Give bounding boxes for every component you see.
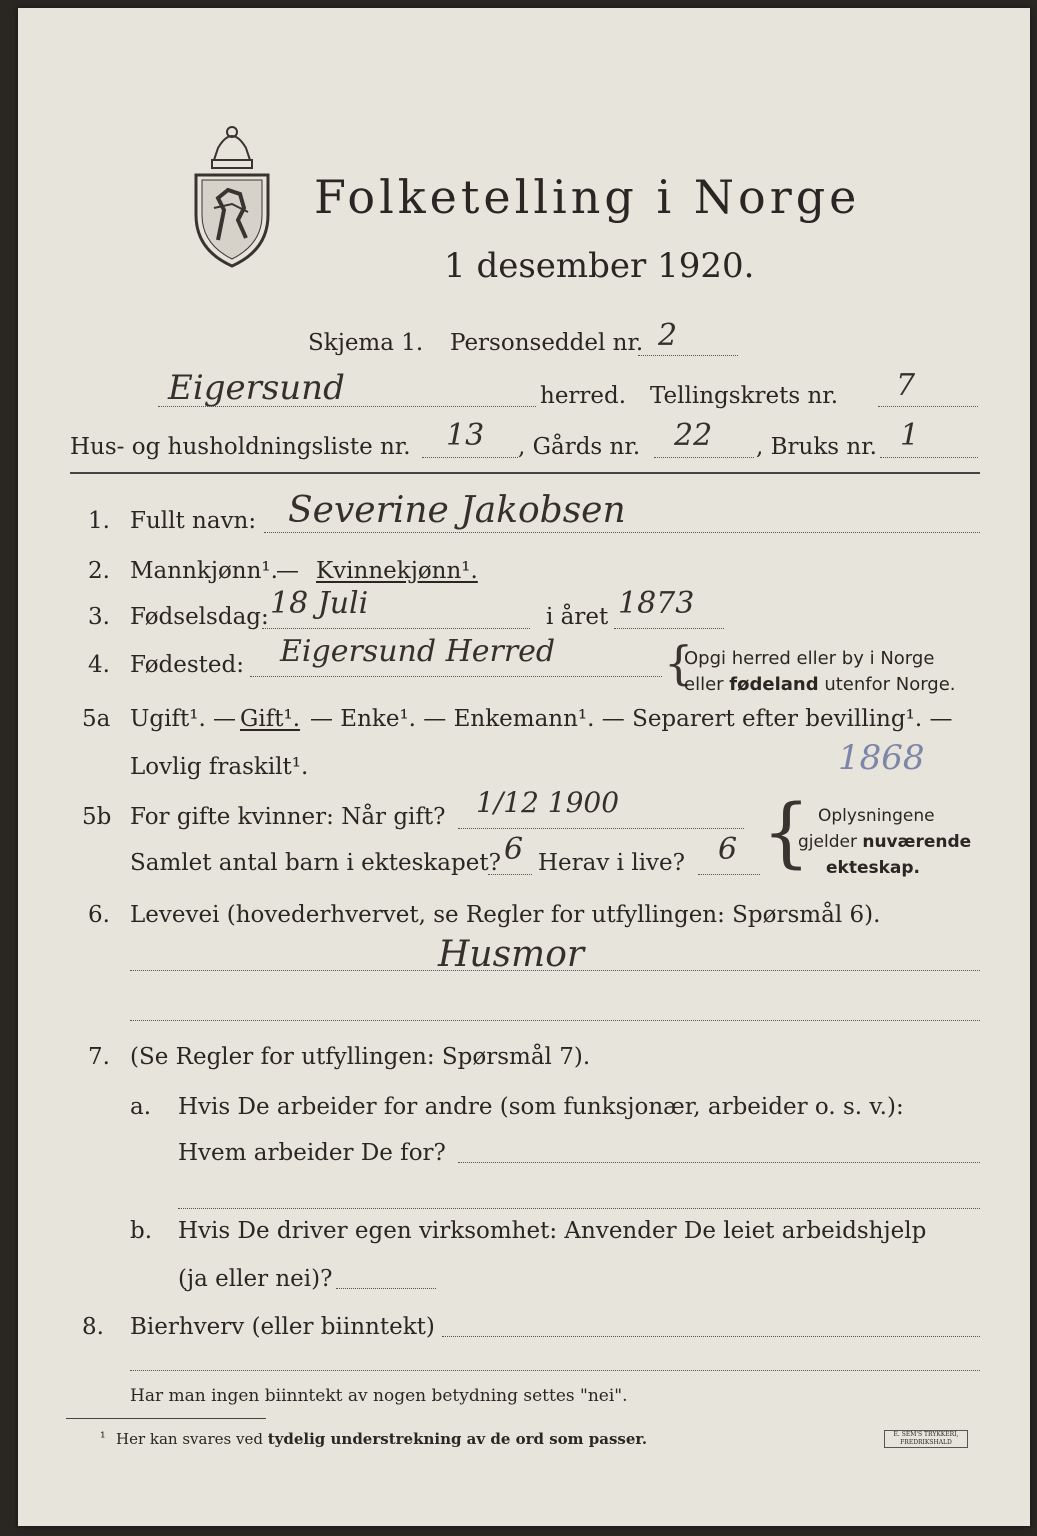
birthdate-value[interactable]: 18 Juli bbox=[270, 586, 369, 621]
q5b-note-2a: gjelder bbox=[798, 832, 863, 852]
birthyear-value[interactable]: 1873 bbox=[618, 586, 695, 621]
footnote-mark: ¹ bbox=[100, 1430, 106, 1446]
q5b-note-2b: nuværende bbox=[862, 832, 972, 852]
footnote-text bbox=[116, 1430, 647, 1448]
tellingskrets-label: Tellingskrets nr. bbox=[650, 383, 839, 409]
q4-label: Fødested: bbox=[130, 652, 245, 678]
side-income-field[interactable] bbox=[442, 1336, 980, 1337]
female-option-text: Kvinnekjønn¹. bbox=[316, 558, 478, 584]
footnote-text-a: Her kan svares ved bbox=[116, 1430, 268, 1448]
married-option[interactable] bbox=[240, 706, 300, 732]
birthplace-value[interactable]: Eigersund Herred bbox=[280, 634, 556, 669]
form-title: Folketelling i Norge bbox=[314, 170, 861, 224]
female-option[interactable] bbox=[316, 558, 478, 584]
q4-number: 4. bbox=[88, 652, 110, 678]
alive-value[interactable]: 6 bbox=[718, 832, 738, 867]
alive-label: Herav i live? bbox=[538, 850, 685, 876]
q6-number: 6. bbox=[88, 902, 110, 928]
q4-note-2b: fødeland bbox=[729, 674, 819, 695]
q3-number: 3. bbox=[88, 604, 110, 630]
bruks-value[interactable]: 1 bbox=[900, 418, 920, 453]
bruks-label: , Bruks nr. bbox=[756, 434, 877, 460]
q4-brace: { bbox=[664, 636, 694, 690]
margin-note: 1868 bbox=[838, 738, 925, 778]
q7-label: (Se Regler for utfyllingen: Spørsmål 7). bbox=[130, 1044, 591, 1070]
q8-number: 8. bbox=[82, 1314, 104, 1340]
q1-label: Fullt navn: bbox=[130, 508, 257, 534]
census-date: 1 desember 1920. bbox=[444, 246, 755, 286]
personseddel-label: Personseddel nr. bbox=[450, 330, 644, 356]
full-name-value[interactable]: Severine Jakobsen bbox=[288, 490, 626, 531]
personseddel-value[interactable]: 2 bbox=[658, 318, 678, 353]
q8-label: Bierhverv (eller biinntekt) bbox=[130, 1314, 435, 1340]
employer-field[interactable] bbox=[458, 1162, 980, 1163]
q6-label: Levevei (hovederhvervet, se Regler for utfyllingen: Spørsmål 6). bbox=[130, 902, 881, 928]
tellingskrets-value[interactable]: 7 bbox=[896, 368, 916, 403]
q4-note-1: Opgi herred eller by i Norge bbox=[684, 648, 935, 669]
q7a-text: Hvis De arbeider for andre (som funksjonær, arbeider o. s. v.): bbox=[178, 1094, 904, 1120]
printer-stamp: E. SEM'S TRYKKERI, FREDRIKSHALD bbox=[884, 1430, 968, 1448]
q2-dash: — bbox=[276, 558, 299, 584]
herred-value[interactable]: Eigersund bbox=[168, 368, 345, 408]
q4-note-2c: utenfor Norge. bbox=[818, 674, 956, 695]
aaret-label: i året bbox=[546, 604, 609, 630]
children-value[interactable]: 6 bbox=[504, 832, 524, 867]
unmarried-option[interactable]: Ugift¹. — bbox=[130, 706, 237, 732]
hired-help-field[interactable] bbox=[336, 1288, 436, 1289]
q5b-brace: { bbox=[762, 787, 811, 876]
gards-label: , Gårds nr. bbox=[518, 434, 641, 460]
married-option-text: Gift¹. bbox=[240, 706, 301, 732]
q7b-text: Hvis De driver egen virksomhet: Anvender De leiet arbeidshjelp bbox=[178, 1218, 927, 1244]
q7-number: 7. bbox=[88, 1044, 110, 1070]
q5b-note-2 bbox=[798, 832, 971, 852]
male-option[interactable]: Mannkjønn¹. bbox=[130, 558, 278, 584]
q2-number: 2. bbox=[88, 558, 110, 584]
census-form bbox=[18, 8, 1030, 1526]
coat-of-arms-icon bbox=[188, 120, 276, 270]
q7a-number: a. bbox=[130, 1094, 152, 1120]
q5a-number: 5a bbox=[82, 706, 111, 732]
q5b-number: 5b bbox=[82, 804, 112, 830]
husliste-label: Hus- og husholdningsliste nr. bbox=[70, 434, 411, 460]
schema-label: Skjema 1. bbox=[308, 330, 424, 356]
q7b-text-2: (ja eller nei)? bbox=[178, 1266, 333, 1292]
q8-note: Har man ingen biinntekt av nogen betydning settes "nei". bbox=[130, 1386, 628, 1406]
herred-label: herred. bbox=[540, 383, 627, 409]
other-marital-options[interactable]: — Enke¹. — Enkemann¹. — Separert efter bevilling¹. — bbox=[310, 706, 953, 732]
occupation-value[interactable]: Husmor bbox=[438, 934, 585, 975]
q5b-note-1: Oplysningene bbox=[818, 806, 935, 826]
q4-note-2 bbox=[684, 674, 956, 695]
q4-note-2a: eller bbox=[684, 674, 730, 695]
gards-value[interactable]: 22 bbox=[674, 418, 713, 453]
q7a-text-2: Hvem arbeider De for? bbox=[178, 1140, 446, 1166]
marriage-date-value[interactable]: 1/12 1900 bbox=[476, 786, 620, 819]
q5b-label: For gifte kvinner: Når gift? bbox=[130, 804, 446, 830]
q5b-note-3: ekteskap. bbox=[826, 858, 921, 878]
footnote-text-b: tydelig understrekning av de ord som passer. bbox=[267, 1430, 648, 1448]
children-label: Samlet antal barn i ekteskapet? bbox=[130, 850, 501, 876]
divorced-option[interactable]: Lovlig fraskilt¹. bbox=[130, 754, 309, 780]
husliste-value[interactable]: 13 bbox=[446, 418, 485, 453]
q1-number: 1. bbox=[88, 508, 110, 534]
q3-label: Fødselsdag: bbox=[130, 604, 269, 630]
q7b-number: b. bbox=[130, 1218, 153, 1244]
